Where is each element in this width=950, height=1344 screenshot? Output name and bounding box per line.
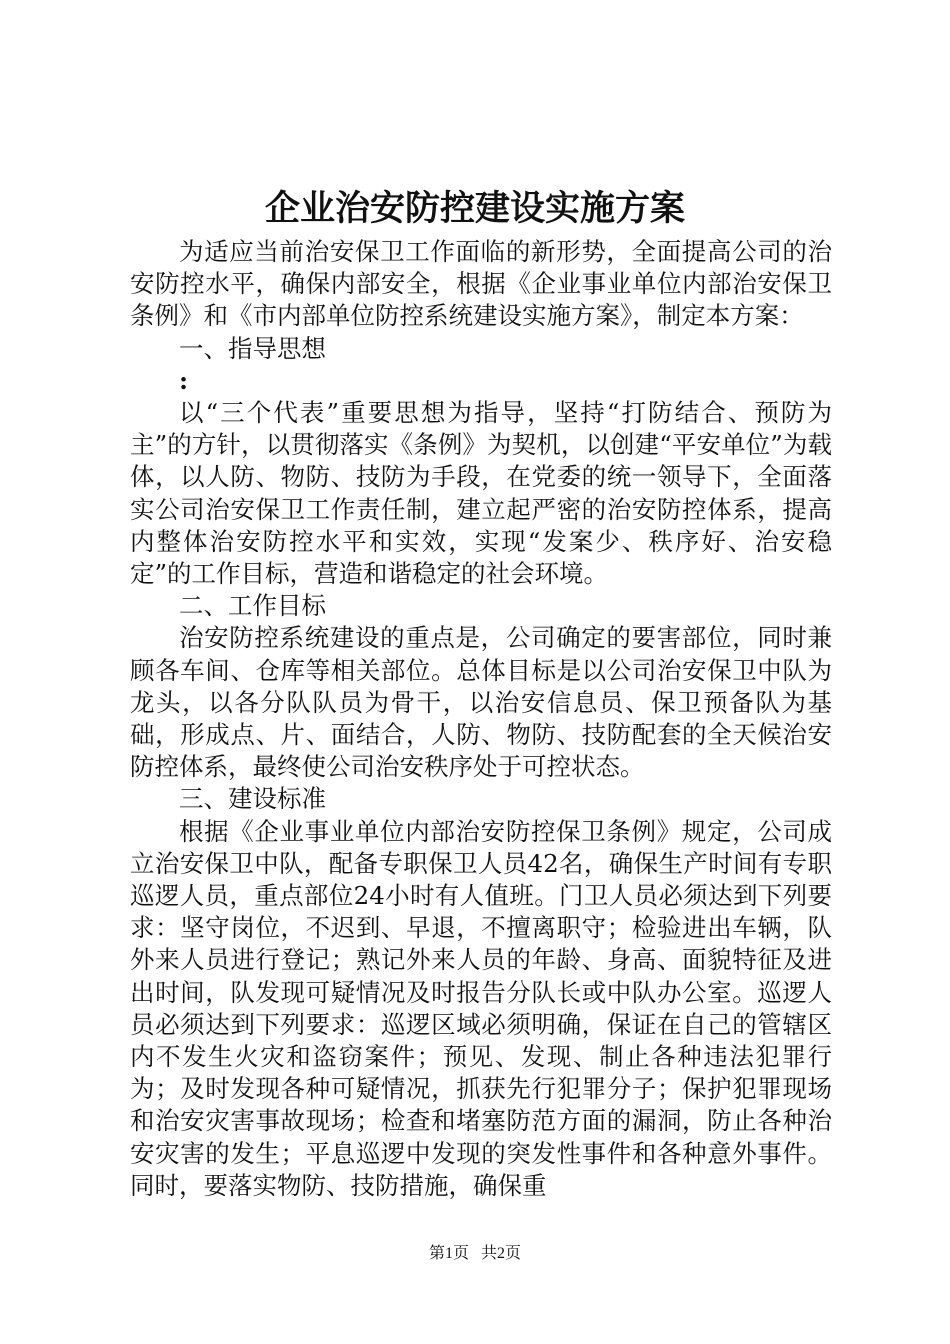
section-heading-construction-standards: 三、建设标准: [179, 784, 326, 814]
page-number-label: 第1页: [428, 1245, 469, 1262]
document-body: [130, 236, 832, 1202]
section-heading-guiding-ideology: 一、指导思想: [179, 333, 326, 363]
section-body-work-goals: 治安防控系统建设的重点是，公司确定的要害部位，同时兼顾各车间、仓库等相关部位。总体目标是以公司治安保卫中队为龙头，以各分队队员为骨干，以治安信息员、保卫预备队为基础，形成点、片、面结合，人防、物防、技防配套的全天候治安防控体系，最终使公司治安秩序处于可控状态。: [130, 623, 832, 782]
page-footer: [0, 1243, 950, 1265]
page-total-label: 共2页: [481, 1245, 522, 1262]
section-colon-line: :: [179, 365, 189, 395]
intro-paragraph: 为适应当前治安保卫工作面临的新形势，全面提高公司的治安防控水平，确保内部安全，根据《企业事业单位内部治安保卫条例》和《市内部单位防控系统建设实施方案》，制定本方案：: [130, 237, 832, 331]
section-heading-work-goals: 二、工作目标: [179, 591, 326, 621]
section-body-guiding-ideology: 以“三个代表”重要思想为指导，坚持“打防结合、预防为主”的方针，以贯彻落实《条例》为契机，以创建“平安单位”为载体，以人防、物防、技防为手段，在党委的统一领导下，全面落实公司治安保卫工作责任制，建立起严密的治安防控体系，提高内整体治安防控水平和实效，实现“发案少、秩序好、治安稳定”的工作目标，营造和谐稳定的社会环境。: [130, 398, 832, 589]
document-title: 企业治安防控建设实施方案: [264, 188, 685, 229]
section-body-construction-standards: 根据《企业事业单位内部治安防控保卫条例》规定，公司成立治安保卫中队，配备专职保卫人员42名，确保生产时间有专职巡逻人员，重点部位24小时有人值班。门卫人员必须达到下列要求：坚守岗位，不迟到、早退，不擅离职守；检验进出车辆，队外来人员进行登记；熟记外来人员的年龄、身高、面貌特征及进出时间，队发现可疑情况及时报告分队长或中队办公室。巡逻人员必须达到下列要求：巡逻区域必须明确，保证在自己的管辖区内不发生火灾和盗窃案件；预见、发现、制止各种违法犯罪行为；及时发现各种可疑情况，抓获先行犯罪分子；保护犯罪现场和治安灾害事故现场；检查和堵塞防范方面的漏洞，防止各种治安灾害的发生；平息巡逻中发现的突发性事件和各种意外事件。同时，要落实物防、技防措施，确保重: [130, 816, 832, 1200]
